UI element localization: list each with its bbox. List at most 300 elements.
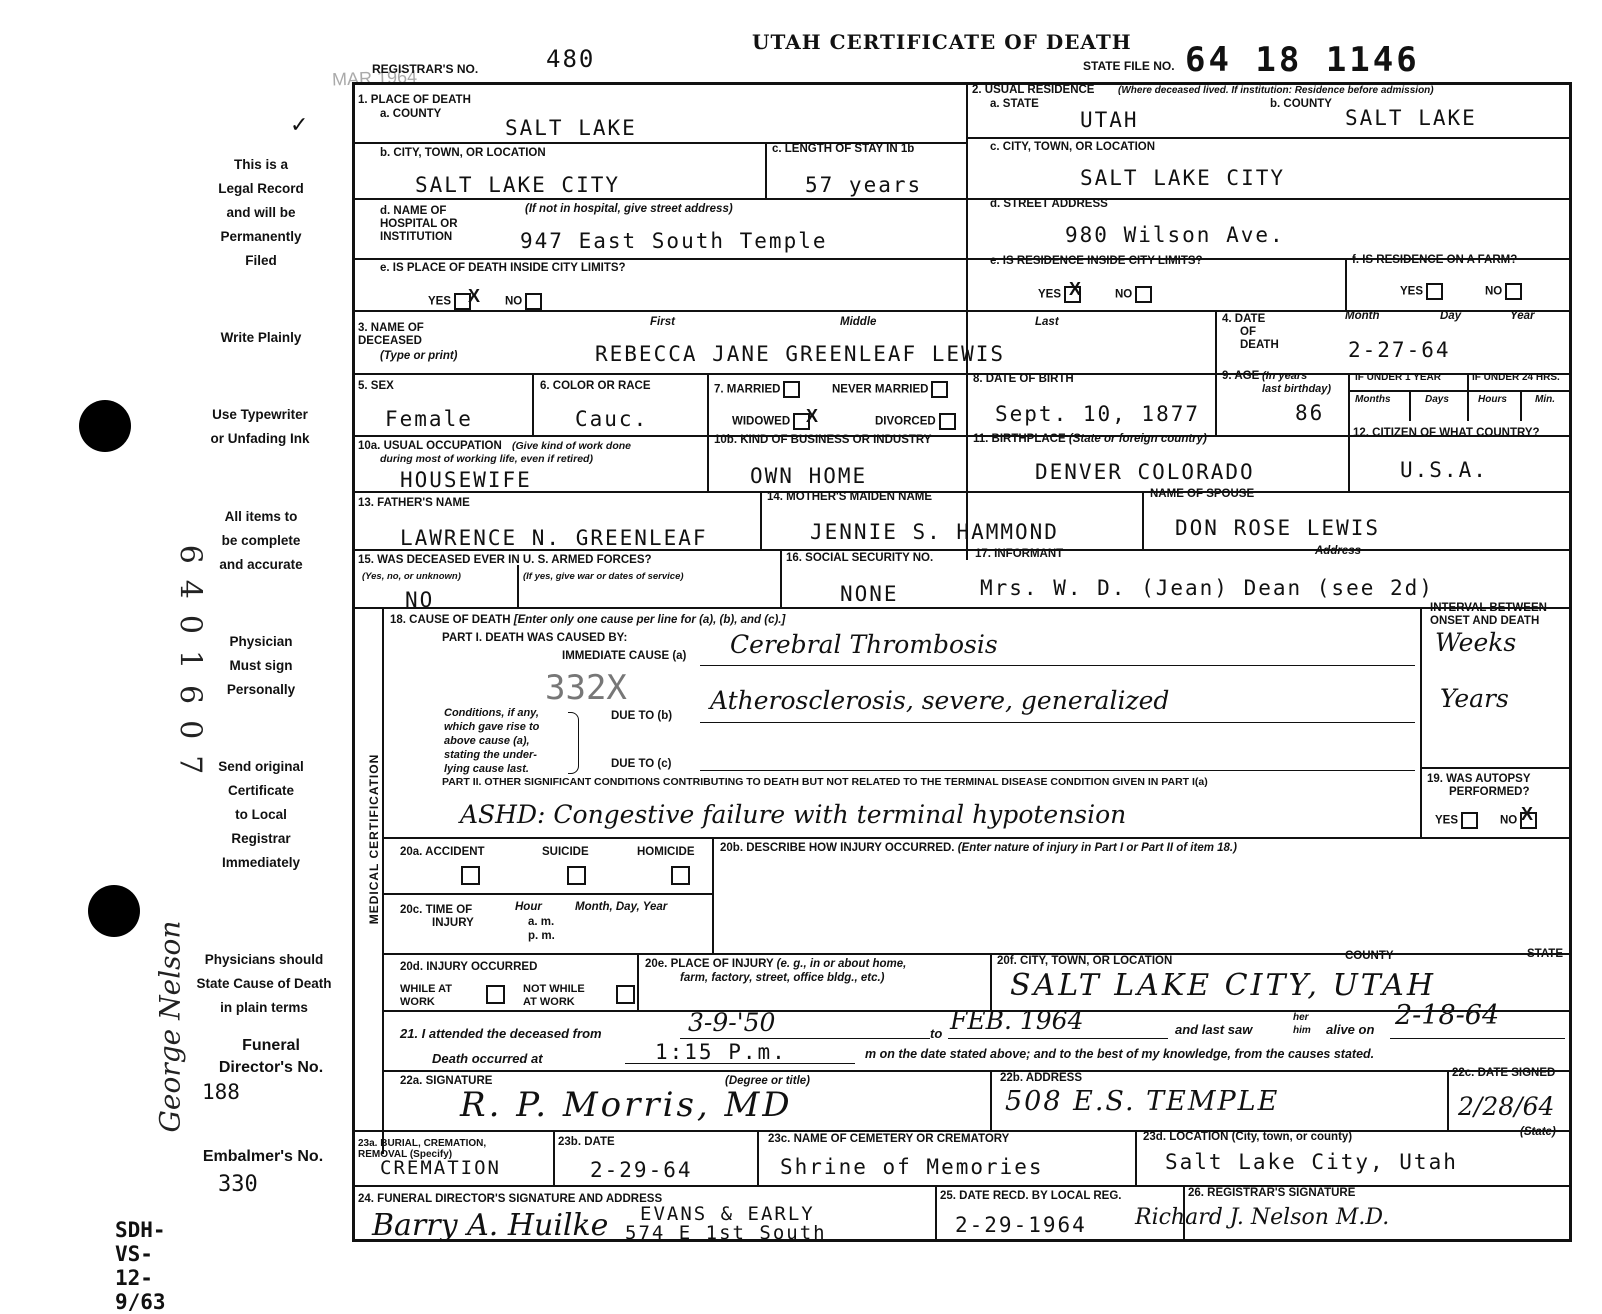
- burial-date: 2-29-64: [590, 1158, 693, 1182]
- death-occurred-label: Death occurred at: [432, 1051, 543, 1066]
- label-text: 11. BIRTHPLACE: [973, 433, 1066, 445]
- punch-hole-icon: [79, 400, 131, 452]
- residence-state: UTAH: [1080, 108, 1139, 132]
- note-line: and accurate: [219, 557, 303, 572]
- death-time: 1:15 P.m.: [655, 1040, 787, 1064]
- label-line: WORK: [400, 996, 435, 1008]
- divorced-checkbox[interactable]: [939, 413, 956, 430]
- label-line: INJURY: [432, 917, 474, 929]
- label-line: which gave rise to: [444, 721, 540, 733]
- interval-b: Years: [1440, 684, 1509, 713]
- age-note: [1262, 370, 1331, 396]
- armed-note-2: (If yes, give war or dates of service): [523, 571, 684, 582]
- cause-a: Cerebral Thrombosis: [730, 630, 998, 659]
- burial-date-label: 23b. DATE: [558, 1136, 615, 1148]
- date-of-death: 2-27-64: [1348, 338, 1451, 362]
- widowed-option[interactable]: [732, 413, 810, 430]
- divider: [352, 198, 1572, 200]
- burial-location: Salt Lake City, Utah: [1165, 1150, 1458, 1174]
- date-signed-label: 22c. DATE SIGNED: [1452, 1067, 1556, 1079]
- degree-label: (Degree or title): [725, 1075, 810, 1087]
- him-label: him: [1293, 1025, 1311, 1036]
- immediate-cause-label: IMMEDIATE CAUSE (a): [562, 650, 687, 662]
- note-line: Physicians should: [204, 952, 324, 967]
- armed-forces-value: NO: [405, 588, 435, 612]
- yes-checkbox[interactable]: [1461, 812, 1478, 829]
- label-line: OF: [1240, 326, 1256, 338]
- city-label: b. CITY, TOWN, OR LOCATION: [380, 147, 546, 159]
- legal-line: Permanently: [220, 229, 302, 244]
- not-while-at-work-label: [523, 983, 585, 1009]
- label-line: 4. DATE: [1222, 313, 1266, 325]
- hours-label: Hours: [1478, 394, 1507, 405]
- divider: [1447, 1070, 1449, 1130]
- homicide-label: HOMICIDE: [637, 846, 695, 858]
- divider: [352, 310, 1572, 312]
- occupation-note: [380, 440, 631, 453]
- street-label: d. STREET ADDRESS: [990, 198, 1108, 210]
- rule: [680, 1038, 930, 1039]
- divider: [532, 373, 534, 435]
- label-line: 23a. BURIAL, CREMATION,: [358, 1138, 487, 1149]
- rule: [1390, 1038, 1565, 1039]
- option-label: YES: [1038, 288, 1062, 301]
- never-married-checkbox[interactable]: [931, 381, 948, 398]
- divider: [990, 953, 992, 1010]
- hospital-note: (If not in hospital, give street address): [525, 203, 733, 215]
- vertical-signature: George Nelson: [153, 920, 187, 1133]
- label-line: INSTITUTION: [380, 231, 453, 243]
- yes-option[interactable]: [428, 293, 471, 310]
- last-seen-date: 2-18-64: [1395, 1000, 1500, 1031]
- note-line: or Unfading Ink: [210, 431, 310, 446]
- divider: [1420, 767, 1572, 769]
- rule: [948, 1038, 1168, 1039]
- divider: [1467, 373, 1469, 421]
- hour-label: Hour: [515, 901, 542, 913]
- state-label: a. STATE: [990, 98, 1039, 110]
- funeral-director-sig-label: 24. FUNERAL DIRECTOR'S SIGNATURE AND ADDRESS: [358, 1193, 663, 1205]
- option-label: DIVORCED: [875, 415, 936, 428]
- option-label: 7. MARRIED: [714, 383, 781, 396]
- conditions-note: [444, 706, 539, 776]
- label-line: HOSPITAL OR: [380, 218, 458, 230]
- divider: [780, 549, 782, 607]
- divider: [990, 1070, 992, 1130]
- note-line: Immediately: [221, 855, 301, 870]
- middle-label: Middle: [840, 316, 877, 328]
- type-note: (Type or print): [380, 350, 458, 362]
- registrar-no: 480: [546, 45, 596, 73]
- last-label: Last: [1035, 316, 1059, 328]
- rule: [700, 722, 1415, 723]
- hospital-address: 947 East South Temple: [520, 229, 828, 253]
- time-of-injury-label: [400, 904, 474, 930]
- note-line: Funeral: [242, 1037, 300, 1054]
- rule: [625, 1063, 855, 1064]
- place-of-injury-label: [645, 958, 906, 971]
- option-label: YES: [1435, 814, 1459, 827]
- spouse-value: DON ROSE LEWIS: [1175, 516, 1381, 540]
- funeral-director-label: [196, 1035, 346, 1079]
- residence-note: (Where deceased lived. If institution: Residence before admission): [1118, 85, 1434, 96]
- legal-record-note: [188, 153, 334, 273]
- check-mark-icon: ✓: [290, 112, 309, 137]
- divider: [1420, 607, 1422, 837]
- legal-line: This is a: [233, 157, 289, 172]
- date-received-label: 25. DATE RECD. BY LOCAL REG.: [940, 1190, 1122, 1202]
- medical-certification-label: MEDICAL CERTIFICATION: [367, 753, 381, 925]
- citizen-value: U.S.A.: [1400, 458, 1488, 482]
- embalmer-label: Embalmer's No.: [202, 1148, 324, 1165]
- label-line: lying cause last.: [444, 763, 529, 775]
- label-text: 20b. DESCRIBE HOW INJURY OCCURRED.: [720, 842, 955, 854]
- birth-date: Sept. 10, 1877: [995, 402, 1201, 426]
- label-note: [Enter only one cause per line for (a), (b), and (c).]: [513, 614, 786, 626]
- ssn-value: NONE: [840, 582, 899, 606]
- rule: [700, 665, 1415, 666]
- cause-note: [176, 948, 352, 1020]
- registrar-signature-label: 26. REGISTRAR'S SIGNATURE: [1188, 1187, 1356, 1199]
- page-title: UTAH CERTIFICATE OF DEATH: [752, 30, 1132, 54]
- citizen-label: 12. CITIZEN OF WHAT COUNTRY?: [1353, 427, 1540, 439]
- label-line: stating the under-: [444, 749, 537, 761]
- label-line: INTERVAL BETWEEN: [1430, 602, 1547, 614]
- label-line: 19. WAS AUTOPSY: [1427, 773, 1531, 785]
- label-note: (Enter nature of injury in Part I or Part II of item 18.): [957, 842, 1237, 854]
- received-stamp: MAR 1964: [331, 66, 418, 90]
- injury-county-label: COUNTY: [1345, 950, 1394, 962]
- accident-label: 20a. ACCIDENT: [400, 846, 485, 858]
- date-received: 2-29-1964: [955, 1213, 1087, 1237]
- mother-value: JENNIE S. HAMMOND: [810, 520, 1059, 544]
- city-label: c. CITY, TOWN, OR LOCATION: [990, 141, 1156, 153]
- burial-value: CREMATION: [380, 1157, 501, 1179]
- state-file-no: 64 18 1146: [1185, 40, 1420, 80]
- option-label: NO: [1115, 288, 1133, 301]
- age-value: 86: [1295, 401, 1325, 425]
- father-label: 13. FATHER'S NAME: [358, 497, 470, 509]
- label-line: NOT WHILE: [523, 983, 585, 995]
- note-line: Physician: [229, 634, 293, 649]
- min-label: Min.: [1535, 394, 1555, 405]
- days-label: Days: [1425, 394, 1449, 405]
- burial-location-label: 23d. LOCATION (City, town, or county): [1143, 1131, 1353, 1143]
- knowledge-statement: m on the date stated above; and to the best of my knowledge, from the causes stated.: [865, 1047, 1375, 1061]
- residence-street: 980 Wilson Ave.: [1065, 223, 1285, 247]
- cause-of-death-label: [390, 614, 785, 627]
- homicide-checkbox[interactable]: [671, 866, 690, 885]
- alive-on-label: alive on: [1326, 1022, 1375, 1037]
- months-label: Months: [1355, 394, 1391, 405]
- due-to-b-label: DUE TO (b): [611, 710, 673, 722]
- never-married-option[interactable]: [832, 381, 948, 398]
- label-text: 20e. PLACE OF INJURY: [645, 958, 774, 970]
- funeral-company: EVANS & EARLY: [640, 1203, 815, 1225]
- complete-note: [188, 505, 334, 577]
- her-label: her: [1293, 1012, 1309, 1023]
- race-label: 6. COLOR OR RACE: [540, 380, 651, 392]
- note-line: Personally: [226, 682, 296, 697]
- birthplace-value: DENVER COLORADO: [1035, 460, 1255, 484]
- divider: [757, 1130, 759, 1185]
- option-label: WIDOWED: [732, 415, 791, 428]
- note-line: Use Typewriter: [212, 407, 308, 422]
- describe-injury-label: [720, 842, 1237, 855]
- under-1-year-label: IF UNDER 1 YEAR: [1355, 372, 1441, 383]
- label-text: 18. CAUSE OF DEATH: [390, 614, 511, 626]
- note-line: Registrar: [231, 831, 291, 846]
- usual-residence-label: 2. USUAL RESIDENCE: [972, 84, 1095, 96]
- day-label: Day: [1440, 310, 1462, 322]
- part2-value: ASHD: Congestive failure with terminal hypotension: [460, 800, 1127, 829]
- state-file-label: STATE FILE NO.: [1083, 59, 1175, 73]
- death-city: SALT LAKE CITY: [415, 173, 621, 197]
- pm-label: p. m.: [528, 930, 555, 942]
- label-line: above cause (a),: [444, 735, 530, 747]
- deceased-name: REBECCA JANE GREENLEAF LEWIS: [595, 342, 1006, 366]
- no-checkbox[interactable]: [525, 293, 542, 310]
- funeral-address: 574 E 1st South: [625, 1222, 827, 1244]
- date-signed: 2/28/64: [1458, 1092, 1555, 1121]
- label-line: ONSET AND DEATH: [1430, 615, 1540, 627]
- note-line: in plain terms: [220, 1000, 308, 1015]
- divorced-option[interactable]: [875, 413, 956, 430]
- signature-label: 22a. SIGNATURE: [400, 1075, 493, 1087]
- business-label: 10b. KIND OF BUSINESS OR INDUSTRY: [714, 434, 932, 446]
- divider: [382, 1070, 1572, 1072]
- place-note-2: farm, factory, street, office bldg., etc.): [680, 972, 885, 984]
- vertical-file-number: 6401607: [172, 544, 208, 791]
- armed-note-1: (Yes, no, or unknown): [362, 571, 461, 582]
- name-of-deceased-label: 3. NAME OF DECEASED: [358, 322, 424, 347]
- cause-b: Atherosclerosis, severe, generalized: [710, 686, 1170, 715]
- divider: [1135, 1130, 1137, 1185]
- sex-label: 5. SEX: [358, 380, 394, 392]
- note-line: All items to: [224, 509, 298, 524]
- burial-state-label: (State): [1520, 1126, 1556, 1138]
- no-option[interactable]: [505, 293, 542, 310]
- part2-label: PART II. OTHER SIGNIFICANT CONDITIONS CONTRIBUTING TO DEATH BUT NOT RELATED TO THE TERMINAL DISEASE CONDITION GIVEN IN PART I(a): [442, 776, 1208, 788]
- physician-address: 508 E.S. TEMPLE: [1005, 1086, 1280, 1117]
- brace-icon: [568, 712, 579, 774]
- divider: [760, 491, 762, 549]
- form-code: SDH-VS-12-9/63: [115, 1218, 166, 1314]
- armed-forces-label: 15. WAS DECEASED EVER IN U. S. ARMED FORCES?: [358, 554, 652, 566]
- label-line: AT WORK: [523, 996, 575, 1008]
- divider: [382, 893, 712, 895]
- physician-signature: R. P. Morris, MD: [460, 1085, 793, 1125]
- county-label: a. COUNTY: [380, 108, 442, 120]
- yes-option[interactable]: [1400, 283, 1443, 300]
- while-at-work-checkbox[interactable]: [486, 985, 505, 1004]
- note-line: be complete: [221, 533, 301, 548]
- legal-line: and will be: [226, 205, 296, 220]
- first-label: First: [650, 316, 675, 328]
- year-label: Year: [1510, 310, 1535, 322]
- married-checkbox[interactable]: [783, 381, 800, 398]
- race-value: Cauc.: [575, 407, 649, 431]
- x-mark: X: [1521, 804, 1534, 824]
- punch-hole-icon: [88, 885, 140, 937]
- informant-value: Mrs. W. D. (Jean) Dean (see 2d): [980, 576, 1434, 600]
- divider: [637, 953, 639, 1010]
- divider: [1345, 258, 1347, 310]
- note-line: State Cause of Death: [196, 976, 332, 991]
- while-at-work-label: [400, 983, 452, 1009]
- divider: [1348, 390, 1572, 392]
- typewriter-note: [180, 403, 340, 451]
- mdy-label: Month, Day, Year: [575, 901, 668, 913]
- option-label: NO: [505, 295, 523, 308]
- yes-checkbox[interactable]: [1426, 283, 1443, 300]
- physician-address-label: 22b. ADDRESS: [1000, 1072, 1083, 1084]
- divider: [352, 1130, 1572, 1132]
- due-to-c-label: DUE TO (c): [611, 758, 672, 770]
- label-line: Conditions, if any,: [444, 707, 539, 719]
- hospital-label: [380, 205, 458, 244]
- age-label: 9. AGE: [1222, 370, 1260, 382]
- place-of-death-label: 1. PLACE OF DEATH: [358, 94, 471, 106]
- autopsy-label: [1427, 773, 1531, 799]
- length-of-stay-label: c. LENGTH OF STAY IN 1b: [772, 143, 915, 155]
- divider: [1142, 491, 1144, 549]
- injury-city-label: 20f. CITY, TOWN, OR LOCATION: [997, 955, 1173, 967]
- note-line: Certificate: [227, 783, 295, 798]
- residence-city: SALT LAKE CITY: [1080, 166, 1286, 190]
- divider: [1520, 390, 1522, 421]
- ssn-label: 16. SOCIAL SECURITY NO.: [786, 552, 934, 564]
- divider: [553, 1130, 555, 1185]
- divider: [966, 435, 968, 491]
- inside-city-limits-label: e. IS PLACE OF DEATH INSIDE CITY LIMITS?: [380, 262, 626, 274]
- divider: [352, 1185, 1572, 1187]
- option-label: YES: [428, 295, 452, 308]
- write-plainly-note: Write Plainly: [220, 330, 302, 345]
- note-line: Director's No.: [218, 1059, 324, 1076]
- occupation-value: HOUSEWIFE: [400, 468, 532, 492]
- injury-city-value: SALT LAKE CITY, UTAH: [1010, 968, 1436, 1003]
- length-of-stay: 57 years: [805, 173, 923, 197]
- not-while-at-work-checkbox[interactable]: [616, 985, 635, 1004]
- attended-to: FEB. 1964: [950, 1006, 1084, 1035]
- option-label: NO: [1485, 285, 1503, 298]
- no-option[interactable]: [1485, 283, 1522, 300]
- x-mark: X: [806, 406, 819, 426]
- option-label: NO: [1500, 814, 1518, 827]
- death-county: SALT LAKE: [505, 116, 637, 140]
- legal-line: Filed: [245, 253, 277, 268]
- no-checkbox[interactable]: [1505, 283, 1522, 300]
- label-line: d. NAME OF: [380, 205, 447, 217]
- interval-label: [1430, 602, 1547, 628]
- legal-line: Legal Record: [218, 181, 304, 196]
- divider: [935, 1185, 937, 1242]
- farm-label: f. IS RESIDENCE ON A FARM?: [1352, 254, 1518, 266]
- label-line: DEATH: [1240, 339, 1279, 351]
- to-label: to: [930, 1026, 943, 1041]
- injury-state-label: STATE: [1527, 948, 1563, 960]
- option-label: NEVER MARRIED: [832, 383, 929, 396]
- informant-label: 17. INFORMANT: [975, 548, 1064, 560]
- attended-from: 3-9-'50: [688, 1008, 776, 1037]
- interval-a: Weeks: [1435, 628, 1517, 657]
- attended-label: 21. I attended the deceased from: [400, 1026, 602, 1041]
- accident-checkbox[interactable]: [461, 866, 480, 885]
- mother-label: 14. MOTHER'S MAIDEN NAME: [767, 491, 933, 503]
- no-option[interactable]: [1115, 286, 1152, 303]
- birthplace-label: [973, 433, 1207, 446]
- am-label: a. m.: [528, 916, 555, 928]
- divider: [707, 373, 709, 491]
- registrar-signature: Richard J. Nelson M.D.: [1135, 1205, 1390, 1230]
- no-checkbox[interactable]: [1135, 286, 1152, 303]
- label-line: REMOVAL (Specify): [358, 1149, 453, 1160]
- last-saw-label: and last saw: [1175, 1022, 1253, 1037]
- option-label: YES: [1400, 285, 1424, 298]
- label-line: WHILE AT: [400, 983, 452, 995]
- divider: [966, 137, 1572, 139]
- funeral-director-signature: Barry A. Huilke: [372, 1208, 609, 1243]
- occupation-label: 10a. USUAL OCCUPATION: [358, 440, 502, 452]
- label-line: PERFORMED?: [1449, 786, 1530, 798]
- business-value: OWN HOME: [750, 464, 868, 488]
- occupation-note-2: during most of working life, even if retired): [380, 453, 593, 465]
- note-line: Send original: [218, 759, 304, 774]
- label-line: (In years: [1262, 370, 1308, 382]
- divider: [1409, 390, 1411, 421]
- x-mark: X: [468, 286, 481, 306]
- physician-note: [188, 630, 334, 702]
- cemetery-label: 23c. NAME OF CEMETERY OR CREMATORY: [768, 1133, 1010, 1145]
- divider: [352, 607, 1572, 609]
- funeral-director-no: 188: [202, 1080, 240, 1104]
- injury-occurred-label: 20d. INJURY OCCURRED: [400, 961, 538, 973]
- suicide-checkbox[interactable]: [567, 866, 586, 885]
- suicide-label: SUICIDE: [542, 846, 589, 858]
- label-line: last birthday): [1262, 383, 1332, 395]
- x-mark: X: [1069, 279, 1082, 299]
- county-label: b. COUNTY: [1270, 98, 1332, 110]
- sex-value: Female: [385, 407, 473, 431]
- label-line: (Give kind of work done: [512, 440, 632, 452]
- note-line: to Local: [235, 807, 287, 822]
- yes-option[interactable]: [1435, 812, 1478, 829]
- residence-county: SALT LAKE: [1345, 106, 1477, 130]
- divider: [712, 837, 714, 953]
- label-note: (e. g., in or about home,: [776, 958, 907, 970]
- note-line: Must sign: [229, 658, 293, 673]
- rule: [700, 770, 1415, 771]
- married-option[interactable]: [714, 381, 800, 398]
- father-value: LAWRENCE N. GREENLEAF: [400, 526, 708, 550]
- divider: [352, 491, 1572, 493]
- label-line: 20c. TIME OF: [400, 904, 473, 916]
- birth-date-label: 8. DATE OF BIRTH: [973, 373, 1074, 385]
- divider: [517, 565, 519, 607]
- under-24-hrs-label: IF UNDER 24 HRS.: [1472, 372, 1560, 383]
- date-of-death-label: [1222, 313, 1279, 352]
- divider: [765, 142, 767, 198]
- registrar-no-label: REGISTRAR'S NO.: [372, 62, 479, 76]
- residence-inside-label: e. IS RESIDENCE INSIDE CITY LIMITS?: [990, 255, 1203, 267]
- send-original-note: [188, 755, 334, 875]
- month-label: Month: [1345, 310, 1380, 322]
- cause-code: 332X: [545, 668, 627, 708]
- part1-label: PART I. DEATH WAS CAUSED BY:: [442, 632, 628, 644]
- label-note: (State or foreign country): [1068, 433, 1207, 445]
- embalmer-no: 330: [218, 1172, 258, 1197]
